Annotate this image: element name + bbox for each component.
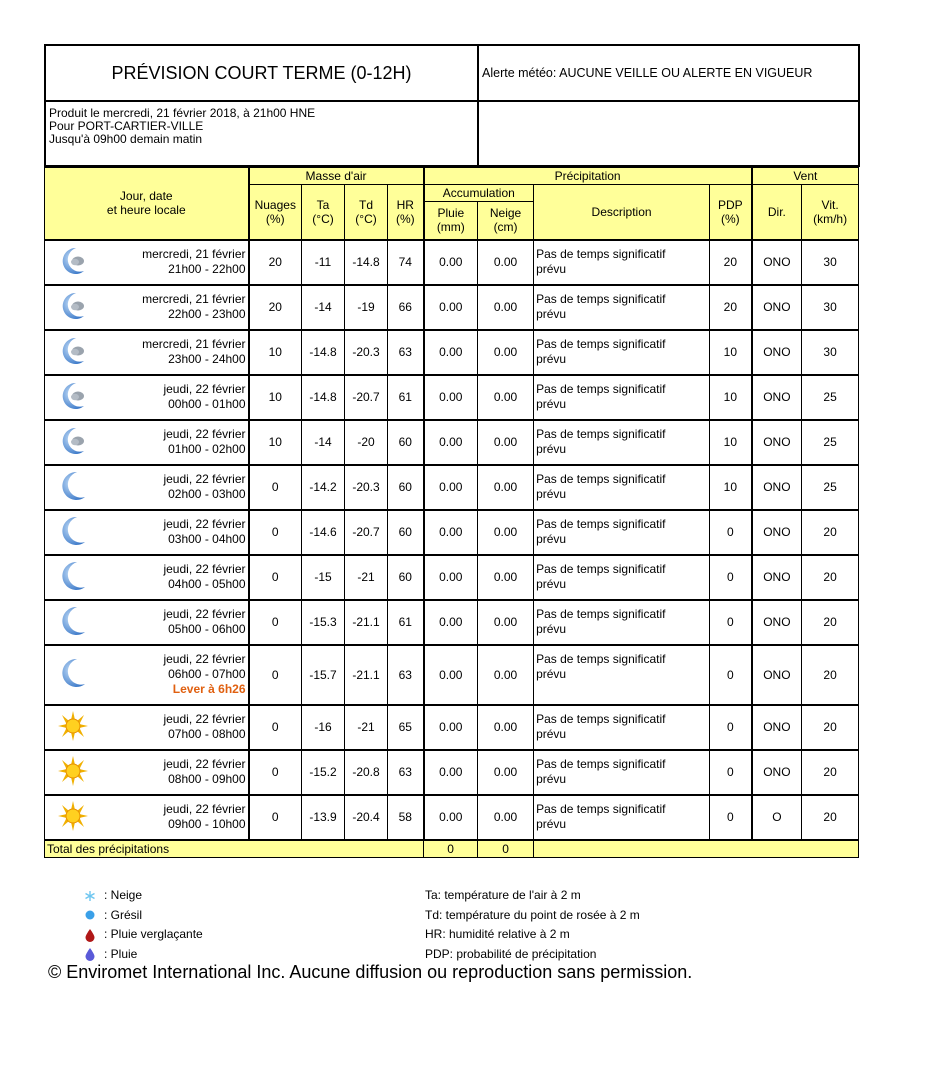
cell-hr: 60 [388, 510, 424, 555]
cell-dir: ONO [752, 375, 802, 420]
nuages-header [249, 185, 302, 240]
row-datetime [102, 555, 249, 600]
day-header-l2: et heure locale [106, 203, 186, 218]
sun-icon [45, 750, 102, 795]
total-empty [534, 840, 859, 858]
cell-ta: -14.8 [302, 330, 345, 375]
cell-dir: ONO [752, 510, 802, 555]
cell-pdp: 10 [710, 375, 752, 420]
forecast-row [45, 600, 859, 645]
neige-l1: Neige [489, 206, 522, 221]
cell-description [534, 645, 710, 705]
description-header: Description [534, 185, 710, 240]
cell-neige: 0.00 [478, 330, 534, 375]
cell-neige: 0.00 [478, 600, 534, 645]
cell-ta: -14.2 [302, 465, 345, 510]
cell-description [534, 375, 710, 420]
definitions [425, 886, 640, 964]
moon-cloud-icon [45, 240, 102, 285]
cell-vit: 30 [802, 285, 859, 330]
cell-ta: -11 [302, 240, 345, 285]
cell-hr: 60 [388, 555, 424, 600]
row-datetime [102, 510, 249, 555]
forecast-row [45, 645, 859, 705]
td-header [345, 185, 388, 240]
cell-pluie: 0.00 [424, 420, 478, 465]
row-date: mercredi, 21 février [142, 292, 246, 306]
forecast-row [45, 420, 859, 465]
cell-dir: ONO [752, 285, 802, 330]
cell-nuages: 0 [249, 465, 302, 510]
cell-hr: 65 [388, 705, 424, 750]
row-datetime [102, 705, 249, 750]
cell-td: -21.1 [345, 645, 388, 705]
cell-description [534, 555, 710, 600]
pdp-l1: PDP [717, 197, 743, 212]
airmass-header: Masse d'air [249, 168, 424, 185]
desc-line1: Pas de temps significatif [536, 471, 666, 486]
cell-nuages: 0 [249, 795, 302, 840]
forecast-row [45, 510, 859, 555]
cell-ta: -16 [302, 705, 345, 750]
desc-line2: prévu [536, 531, 567, 546]
cell-pdp: 0 [710, 645, 752, 705]
forecast-rows [45, 240, 859, 840]
moon-icon [45, 600, 102, 645]
cell-dir: ONO [752, 240, 802, 285]
forecast-row [45, 375, 859, 420]
cell-pluie: 0.00 [424, 285, 478, 330]
cell-pluie: 0.00 [424, 375, 478, 420]
cell-neige: 0.00 [478, 285, 534, 330]
row-time: 01h00 - 02h00 [168, 442, 246, 456]
cell-pluie: 0.00 [424, 240, 478, 285]
cell-td: -20.3 [345, 465, 388, 510]
cell-pdp: 0 [710, 555, 752, 600]
cell-neige: 0.00 [478, 705, 534, 750]
total-label: Total des précipitations [45, 840, 424, 858]
forecast-row [45, 705, 859, 750]
def-ta: Ta: température de l'air à 2 m [425, 888, 581, 902]
moon-icon [45, 465, 102, 510]
cell-nuages: 0 [249, 600, 302, 645]
cell-td: -20.7 [345, 375, 388, 420]
row-datetime [102, 795, 249, 840]
cell-pluie: 0.00 [424, 465, 478, 510]
desc-line2: prévu [536, 396, 567, 411]
desc-line1: Pas de temps significatif [536, 561, 666, 576]
row-datetime [102, 750, 249, 795]
cell-neige: 0.00 [478, 645, 534, 705]
row-date: mercredi, 21 février [142, 247, 246, 261]
row-date: jeudi, 22 février [163, 652, 246, 666]
moon-cloud-icon [45, 285, 102, 330]
cell-dir: ONO [752, 645, 802, 705]
cell-dir: ONO [752, 555, 802, 600]
cell-td: -21 [345, 705, 388, 750]
cell-td: -20.8 [345, 750, 388, 795]
cell-vit: 20 [802, 750, 859, 795]
cell-pluie: 0.00 [424, 705, 478, 750]
cell-description [534, 600, 710, 645]
forecast-row [45, 750, 859, 795]
desc-line1: Pas de temps significatif [536, 426, 666, 441]
cell-ta: -15.7 [302, 645, 345, 705]
cell-vit: 20 [802, 555, 859, 600]
desc-line1: Pas de temps significatif [536, 606, 666, 621]
cell-nuages: 10 [249, 420, 302, 465]
cell-td: -20.4 [345, 795, 388, 840]
location: Pour PORT-CARTIER-VILLE [49, 119, 204, 133]
desc-line2: prévu [536, 576, 567, 591]
row-datetime [102, 375, 249, 420]
moon-icon [45, 645, 102, 705]
cell-hr: 66 [388, 285, 424, 330]
cell-td: -19 [345, 285, 388, 330]
rain-icon [76, 947, 104, 961]
desc-line1: Pas de temps significatif [536, 711, 666, 726]
def-td: Td: température du point de rosée à 2 m [425, 907, 640, 922]
row-date: jeudi, 22 février [163, 757, 246, 771]
cell-pdp: 10 [710, 465, 752, 510]
issue-date: Produit le mercredi, 21 février 2018, à 21h00 HNE [49, 106, 316, 120]
cell-pluie: 0.00 [424, 600, 478, 645]
cell-neige: 0.00 [478, 420, 534, 465]
legend-neige-label: : Neige [104, 888, 143, 902]
cell-nuages: 0 [249, 705, 302, 750]
desc-line2: prévu [536, 306, 567, 321]
accumulation-header: Accumulation [424, 185, 534, 202]
cell-pdp: 0 [710, 750, 752, 795]
cell-pdp: 20 [710, 240, 752, 285]
cell-vit: 20 [802, 795, 859, 840]
desc-line2: prévu [536, 771, 567, 786]
row-date: jeudi, 22 février [163, 427, 246, 441]
ta-l1: Ta [316, 197, 330, 212]
cell-hr: 61 [388, 600, 424, 645]
cell-vit: 20 [802, 645, 859, 705]
cell-description [534, 330, 710, 375]
sun-icon [45, 795, 102, 840]
pluie-l1: Pluie [437, 206, 465, 221]
cell-vit: 30 [802, 240, 859, 285]
cell-pluie: 0.00 [424, 645, 478, 705]
cell-neige: 0.00 [478, 510, 534, 555]
cell-dir: ONO [752, 465, 802, 510]
cell-hr: 74 [388, 240, 424, 285]
row-date: jeudi, 22 février [163, 607, 246, 621]
freezing-rain-icon [76, 928, 104, 942]
forecast-report [44, 44, 858, 858]
cell-ta: -14 [302, 285, 345, 330]
row-date: mercredi, 21 février [142, 337, 246, 351]
cell-nuages: 20 [249, 240, 302, 285]
cell-ta: -15.2 [302, 750, 345, 795]
cell-ta: -15 [302, 555, 345, 600]
cell-hr: 63 [388, 645, 424, 705]
cell-td: -20 [345, 420, 388, 465]
cell-neige: 0.00 [478, 240, 534, 285]
alert-status: Alerte météo: AUCUNE VEILLE OU ALERTE EN VIGUEUR [478, 45, 859, 101]
cell-description [534, 750, 710, 795]
td-l2: (°C) [355, 211, 377, 226]
row-datetime [102, 420, 249, 465]
cell-pluie: 0.00 [424, 750, 478, 795]
valid-until: Jusqu'à 09h00 demain matin [49, 132, 203, 146]
moon-cloud-icon [45, 330, 102, 375]
desc-line2: prévu [536, 441, 567, 456]
forecast-row [45, 465, 859, 510]
wind-header: Vent [752, 168, 859, 185]
row-datetime [102, 645, 249, 705]
cell-ta: -15.3 [302, 600, 345, 645]
row-datetime [102, 285, 249, 330]
precip-header: Précipitation [424, 168, 752, 185]
cell-vit: 20 [802, 600, 859, 645]
cell-td: -21 [345, 555, 388, 600]
header-table [44, 44, 860, 167]
row-date: jeudi, 22 février [163, 562, 246, 576]
def-hr: HR: humidité relative à 2 m [425, 927, 570, 941]
cell-pdp: 0 [710, 795, 752, 840]
cell-description [534, 285, 710, 330]
forecast-row [45, 795, 859, 840]
desc-line1: Pas de temps significatif [536, 336, 666, 351]
desc-line1: Pas de temps significatif [536, 516, 666, 531]
row-time: 00h00 - 01h00 [168, 397, 246, 411]
row-datetime [102, 240, 249, 285]
cell-description [534, 705, 710, 750]
cell-vit: 30 [802, 330, 859, 375]
legend-gresil [76, 906, 203, 926]
cell-vit: 20 [802, 510, 859, 555]
row-date: jeudi, 22 février [163, 382, 246, 396]
cell-dir: ONO [752, 330, 802, 375]
cell-nuages: 10 [249, 375, 302, 420]
cell-neige: 0.00 [478, 795, 534, 840]
desc-line1: Pas de temps significatif [536, 291, 666, 306]
cell-hr: 63 [388, 330, 424, 375]
desc-line2: prévu [536, 816, 567, 831]
issue-info [45, 101, 478, 166]
day-header-l1: Jour, date [119, 189, 173, 204]
vit-header [802, 185, 859, 240]
ta-l2: (°C) [312, 211, 334, 226]
forecast-table [44, 167, 859, 858]
cell-ta: -14.6 [302, 510, 345, 555]
desc-line2: prévu [536, 666, 567, 681]
cell-nuages: 0 [249, 750, 302, 795]
forecast-row [45, 330, 859, 375]
cell-description [534, 240, 710, 285]
nuages-l1: Nuages [254, 197, 296, 212]
cell-hr: 60 [388, 465, 424, 510]
cell-ta: -14 [302, 420, 345, 465]
row-time: 02h00 - 03h00 [168, 487, 246, 501]
pluie-l2: (mm) [436, 220, 465, 235]
cell-nuages: 0 [249, 510, 302, 555]
cell-description [534, 420, 710, 465]
cell-hr: 58 [388, 795, 424, 840]
row-time: 22h00 - 23h00 [168, 307, 246, 321]
cell-neige: 0.00 [478, 465, 534, 510]
td-l1: Td [359, 197, 374, 212]
neige-header [478, 202, 534, 240]
cell-pluie: 0.00 [424, 555, 478, 600]
cell-nuages: 0 [249, 555, 302, 600]
cell-vit: 25 [802, 465, 859, 510]
cell-hr: 60 [388, 420, 424, 465]
row-datetime [102, 465, 249, 510]
cell-nuages: 10 [249, 330, 302, 375]
forecast-row [45, 285, 859, 330]
row-time: 03h00 - 04h00 [168, 532, 246, 546]
desc-line2: prévu [536, 261, 567, 276]
cell-vit: 25 [802, 375, 859, 420]
cell-vit: 25 [802, 420, 859, 465]
cell-pluie: 0.00 [424, 330, 478, 375]
desc-line1: Pas de temps significatif [536, 246, 666, 261]
forecast-row [45, 240, 859, 285]
desc-line1: Pas de temps significatif [536, 756, 666, 771]
moon-icon [45, 510, 102, 555]
hr-header [388, 185, 424, 240]
cell-pdp: 0 [710, 600, 752, 645]
cell-pdp: 0 [710, 705, 752, 750]
desc-line1: Pas de temps significatif [536, 651, 666, 666]
desc-line2: prévu [536, 621, 567, 636]
cell-description [534, 465, 710, 510]
vit-l2: (km/h) [813, 211, 848, 226]
legend-gresil-label: : Grésil [104, 907, 143, 922]
cell-pdp: 0 [710, 510, 752, 555]
vit-l1: Vit. [821, 197, 839, 212]
day-header [45, 168, 249, 240]
precip-legend [76, 886, 203, 964]
row-time: 21h00 - 22h00 [168, 262, 246, 276]
total-neige: 0 [478, 840, 534, 858]
cell-dir: ONO [752, 705, 802, 750]
row-datetime [102, 600, 249, 645]
moon-cloud-icon [45, 375, 102, 420]
cell-pdp: 20 [710, 285, 752, 330]
neige-l2: (cm) [493, 220, 518, 235]
row-date: jeudi, 22 février [163, 517, 246, 531]
row-date: jeudi, 22 février [163, 802, 246, 816]
desc-line1: Pas de temps significatif [536, 801, 666, 816]
cell-hr: 61 [388, 375, 424, 420]
cell-hr: 63 [388, 750, 424, 795]
moon-cloud-icon [45, 420, 102, 465]
sunrise-label: Lever à 6h26 [172, 682, 246, 696]
cell-dir: ONO [752, 750, 802, 795]
row-time: 09h00 - 10h00 [168, 817, 246, 831]
row-date: jeudi, 22 février [163, 712, 246, 726]
row-time: 06h00 - 07h00 [168, 667, 246, 681]
pdp-header [710, 185, 752, 240]
desc-line1: Pas de temps significatif [536, 381, 666, 396]
cell-description [534, 795, 710, 840]
def-pdp: PDP: probabilité de précipitation [425, 946, 597, 961]
cell-dir: O [752, 795, 802, 840]
forecast-row [45, 555, 859, 600]
cell-dir: ONO [752, 420, 802, 465]
dir-header: Dir. [752, 185, 802, 240]
desc-line2: prévu [536, 486, 567, 501]
cell-neige: 0.00 [478, 555, 534, 600]
cell-pdp: 10 [710, 330, 752, 375]
cell-nuages: 20 [249, 285, 302, 330]
legend-neige [76, 886, 203, 906]
moon-icon [45, 555, 102, 600]
hr-l1: HR [396, 197, 414, 212]
cell-nuages: 0 [249, 645, 302, 705]
row-time: 08h00 - 09h00 [168, 772, 246, 786]
cell-neige: 0.00 [478, 375, 534, 420]
legend-pluie-verglacante [76, 925, 203, 945]
nuages-l2: (%) [265, 211, 285, 226]
cell-vit: 20 [802, 705, 859, 750]
pluie-header [424, 202, 478, 240]
cell-td: -14.8 [345, 240, 388, 285]
row-time: 05h00 - 06h00 [168, 622, 246, 636]
cell-td: -21.1 [345, 600, 388, 645]
page-title: PRÉVISION COURT TERME (0-12H) [45, 45, 478, 101]
cell-pluie: 0.00 [424, 795, 478, 840]
ta-header [302, 185, 345, 240]
desc-line2: prévu [536, 726, 567, 741]
row-time: 07h00 - 08h00 [168, 727, 246, 741]
row-datetime [102, 330, 249, 375]
sun-icon [45, 705, 102, 750]
snow-icon [76, 890, 104, 902]
row-time: 23h00 - 24h00 [168, 352, 246, 366]
cell-dir: ONO [752, 600, 802, 645]
cell-ta: -13.9 [302, 795, 345, 840]
cell-neige: 0.00 [478, 750, 534, 795]
total-pluie: 0 [424, 840, 478, 858]
cell-td: -20.3 [345, 330, 388, 375]
legend-pluie-verglacante-label: : Pluie verglaçante [104, 927, 203, 941]
hr-l2: (%) [395, 211, 415, 226]
copyright-notice: © Enviromet International Inc. Aucune diffusion ou reproduction sans permission. [48, 962, 693, 982]
sleet-icon [76, 909, 104, 921]
legend-pluie-label: : Pluie [104, 946, 138, 961]
cell-description [534, 510, 710, 555]
pdp-l2: (%) [721, 211, 740, 226]
cell-pluie: 0.00 [424, 510, 478, 555]
desc-line2: prévu [536, 351, 567, 366]
row-time: 04h00 - 05h00 [168, 577, 246, 591]
cell-td: -20.7 [345, 510, 388, 555]
cell-pdp: 10 [710, 420, 752, 465]
cell-ta: -14.8 [302, 375, 345, 420]
row-date: jeudi, 22 février [163, 472, 246, 486]
empty-info-cell [478, 101, 859, 166]
